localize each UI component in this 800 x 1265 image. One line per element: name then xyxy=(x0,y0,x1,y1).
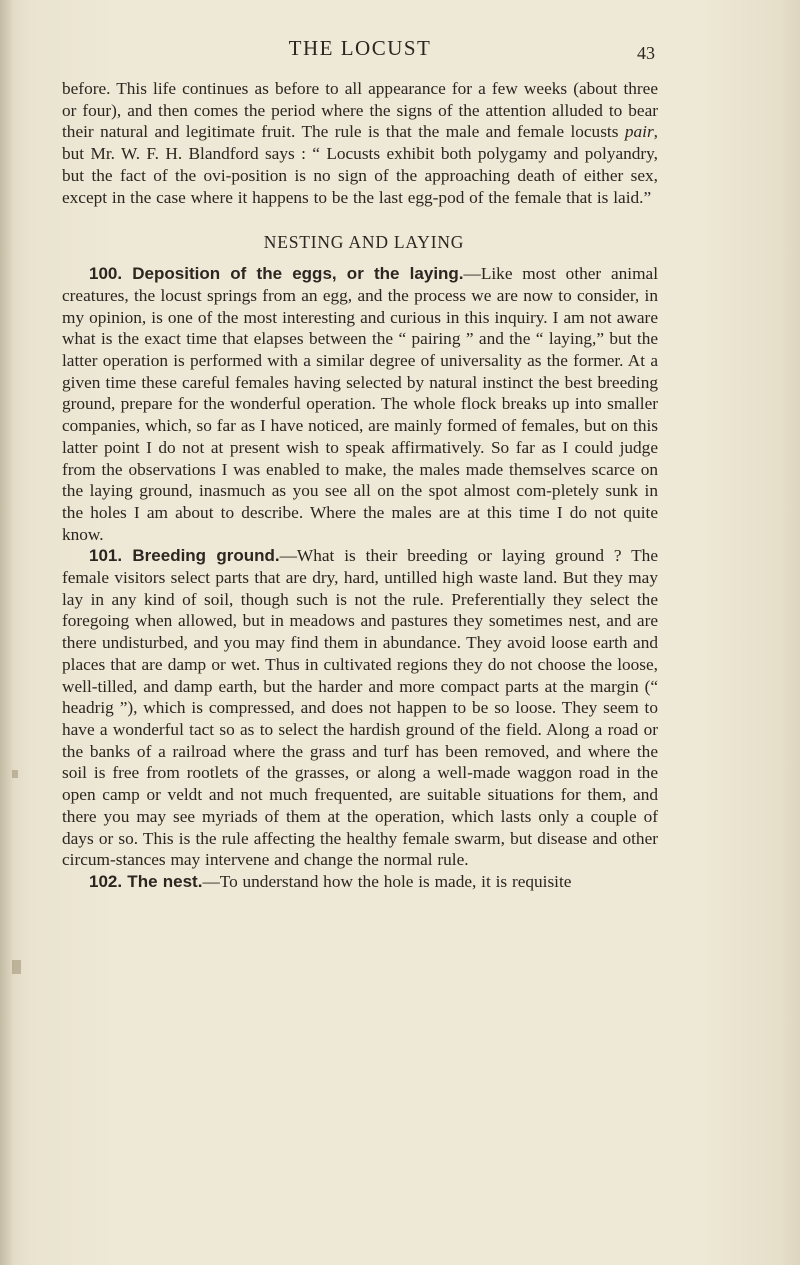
margin-stain xyxy=(12,770,18,778)
paragraph-text: —What is their breeding or laying ground ? The female visitors select parts that are dry, hard, untilled high waste land. But they may lay in any kind of soil, though such is not the rule. Preferentially they select the foregoing when allowed, but in meadows and pastures they sometimes nest, and are there undisturbed, and you may find them in abundance. They avoid loose earth and places that are damp or wet. Thus in cultivated regions they do not choose the loose, well-tilled, and damp earth, but the harder and more compact parts at the margin (“ headrig ”), which is compressed, and does not happen to be so loose. They seem to have a wonderful tact so as to select the hardish ground of the field. Along a road or the banks of a railroad where the grass and turf has been removed, and where the soil is free from rootlets of the grasses, or along a well-made waggon road in the open camp or veldt and not much frequented, are suitable situations for them, and there you may see myriads of them at the operation, which lasts only a couple of days or so. This is the rule affecting the healthy female swarm, but disease and other circum-stances may intervene and change the normal rule. xyxy=(62,546,658,870)
paragraph-heading: 102. The nest. xyxy=(89,871,203,891)
intro-paragraph xyxy=(62,78,658,208)
paragraph-text: —Like most other animal creatures, the locust springs from an egg, and the process we are now to consider, in my opinion, is one of the most interesting and curious in this inquiry. I am not aware what is the exact time that elapses between the “ pairing ” and the “ laying,” but the latter operation is performed with a similar degree of universality as the former. At a given time these careful females having selected by natural instinct the best breeding ground, prepare for the wonderful operation. The whole flock breaks up into smaller companies, which, so far as I have noticed, are mainly formed of females, but on this latter point I do not at present wish to speak affirmatively. So far as I could judge from the observations I was enabled to make, the males made themselves scarce on the laying ground, inasmuch as you see all on the spot almost com-pletely sunk in the holes I am about to describe. Where the males are at this time I do not quite know. xyxy=(62,264,658,544)
page-number: 43 xyxy=(637,43,655,63)
paragraph-101 xyxy=(62,545,658,871)
section-title: NESTING AND LAYING xyxy=(263,232,465,253)
paragraph-heading: 100. Deposition of the eggs, or the laying. xyxy=(89,264,464,284)
paragraph-100 xyxy=(62,263,658,545)
paragraph-text: —To understand how the hole is made, it is requisite xyxy=(202,871,572,891)
paragraph-heading: 101. Breeding ground. xyxy=(89,546,280,566)
intro-text: before. This life continues as before to all appearance for a few weeks (about three or four), and then comes the period where the signs of the attention alluded to bear their natural and legitimate fruit. The rule is that the male and female locusts xyxy=(62,79,658,142)
running-head: THE LOCUST xyxy=(288,36,432,60)
intro-italic-word: pair xyxy=(624,122,654,142)
body-text xyxy=(62,78,658,893)
page-header xyxy=(0,36,800,70)
paragraph-102 xyxy=(62,871,658,893)
page-gutter-shadow xyxy=(0,0,14,1265)
intro-text-end: , but Mr. W. F. H. Blandford says : “ Locusts exhibit both polygamy and polyandry, but the fact of the ovi-position is no sign of the approaching death of either sex, except in the case where it happens to be the last egg-pod of the female that is laid.” xyxy=(62,122,658,207)
margin-stain xyxy=(12,960,21,974)
